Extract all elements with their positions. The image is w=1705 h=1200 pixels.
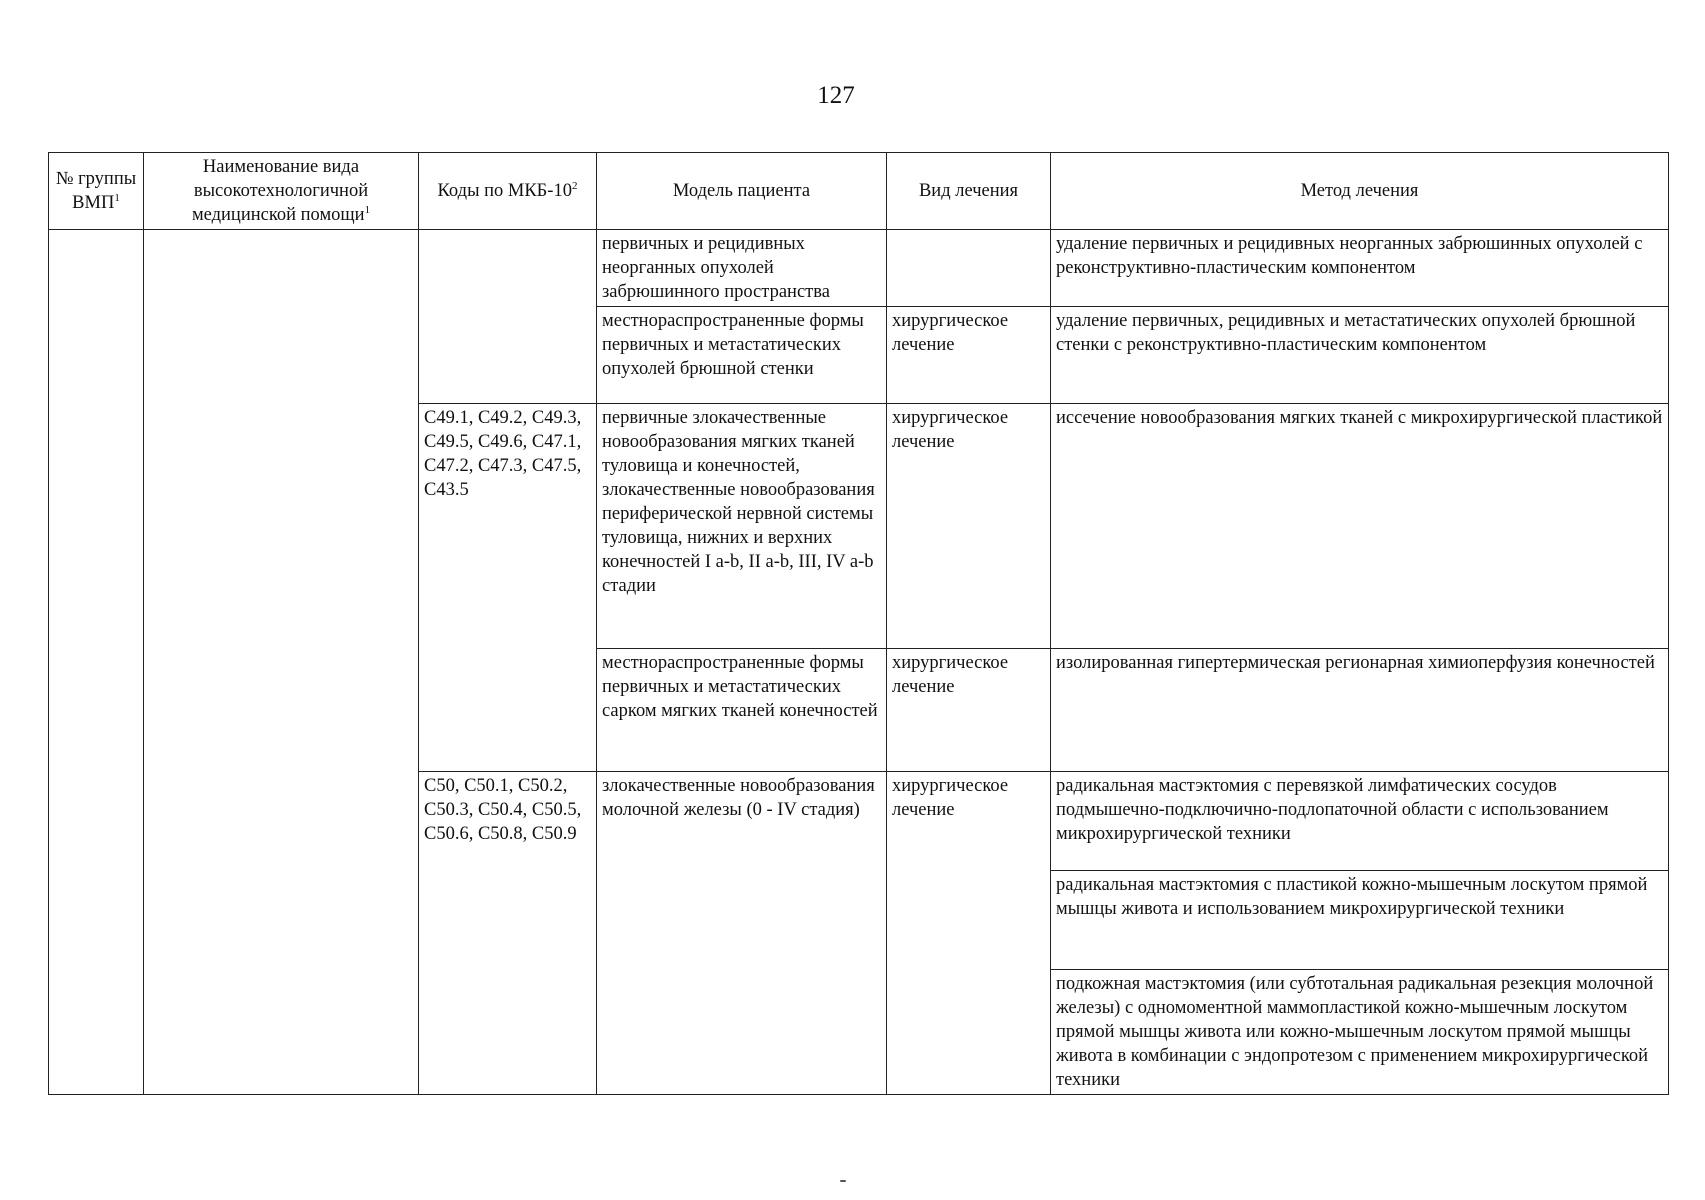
treatment-method-cell: радикальная мастэктомия с пластикой кожно-мышечным лоскутом прямой мышцы живота и использованием микрохирургической техники xyxy=(1051,871,1669,970)
treatment-method-cell: удаление первичных и рецидивных неорганных забрюшинных опухолей с реконструктивно-пластическим компонентом xyxy=(1051,230,1669,307)
header-care-type-name: Наименование вида высокотехнологичной медицинской помощи$^1$ xyxy=(144,153,419,230)
patient-model-cell: злокачественные новообразования молочной железы (0 - IV стадия) xyxy=(597,772,887,1095)
header-patient-model: Модель пациента xyxy=(597,153,887,230)
patient-model-cell: местнораспространенные формы первичных и метастатических опухолей брюшной стенки xyxy=(597,307,887,404)
icd-codes-cell: C50, C50.1, C50.2, C50.3, C50.4, C50.5, C50.6, C50.8, C50.9 xyxy=(419,772,597,1095)
patient-model-cell: местнораспространенные формы первичных и метастатических сарком мягких тканей конечностей xyxy=(597,649,887,772)
header-icd-codes: Коды по МКБ-$10^2$ xyxy=(419,153,597,230)
care-type-name-cell xyxy=(144,230,419,1095)
patient-model-cell: первичных и рецидивных неорганных опухолей забрюшинного пространства xyxy=(597,230,887,307)
header-group-number: № группы ВМП$^1$ xyxy=(49,153,144,230)
treatment-type-cell xyxy=(887,230,1051,307)
group-number-cell xyxy=(49,230,144,1095)
treatment-method-cell: удаление первичных, рецидивных и метастатических опухолей брюшной стенки с реконструктивно-пластическим компонентом xyxy=(1051,307,1669,404)
treatment-method-cell: подкожная мастэктомия (или субтотальная радикальная резекция молочной железы) с одномоментной маммопластикой кожно-мышечным лоскутом прямой мышцы живота или кожно-мышечным лоскутом прямой мышцы живота в комбинации с эндопротезом с применением микрохирургической техники xyxy=(1051,970,1669,1095)
treatment-method-cell: изолированная гипертермическая регионарная химиоперфузия конечностей xyxy=(1051,649,1669,772)
scan-mark xyxy=(840,1180,846,1182)
header-treatment-method: Метод лечения xyxy=(1051,153,1669,230)
icd-codes-cell xyxy=(419,230,597,404)
icd-codes-cell: C49.1, C49.2, C49.3, C49.5, C49.6, C47.1, C47.2, C47.3, C47.5, C43.5 xyxy=(419,404,597,772)
table-row xyxy=(49,230,1669,307)
medical-care-table xyxy=(48,152,1669,1095)
patient-model-cell: первичные злокачественные новообразования мягких тканей туловища и конечностей, злокачественные новообразования периферической нервной системы туловища, нижних и верхних конечностей I a-b, II a-b, III, IV a-b стадии xyxy=(597,404,887,649)
treatment-type-cell: хирургическое лечение xyxy=(887,649,1051,772)
page-number: 127 xyxy=(817,82,855,109)
treatment-method-cell: радикальная мастэктомия с перевязкой лимфатических сосудов подмышечно-подключично-подлопаточной области с использованием микрохирургической техники xyxy=(1051,772,1669,871)
header-treatment-type: Вид лечения xyxy=(887,153,1051,230)
treatment-type-cell: хирургическое лечение xyxy=(887,307,1051,404)
table-header-row xyxy=(49,153,1669,230)
treatment-method-cell: иссечение новообразования мягких тканей с микрохирургической пластикой xyxy=(1051,404,1669,649)
treatment-type-cell: хирургическое лечение xyxy=(887,404,1051,649)
treatment-type-cell: хирургическое лечение xyxy=(887,772,1051,1095)
